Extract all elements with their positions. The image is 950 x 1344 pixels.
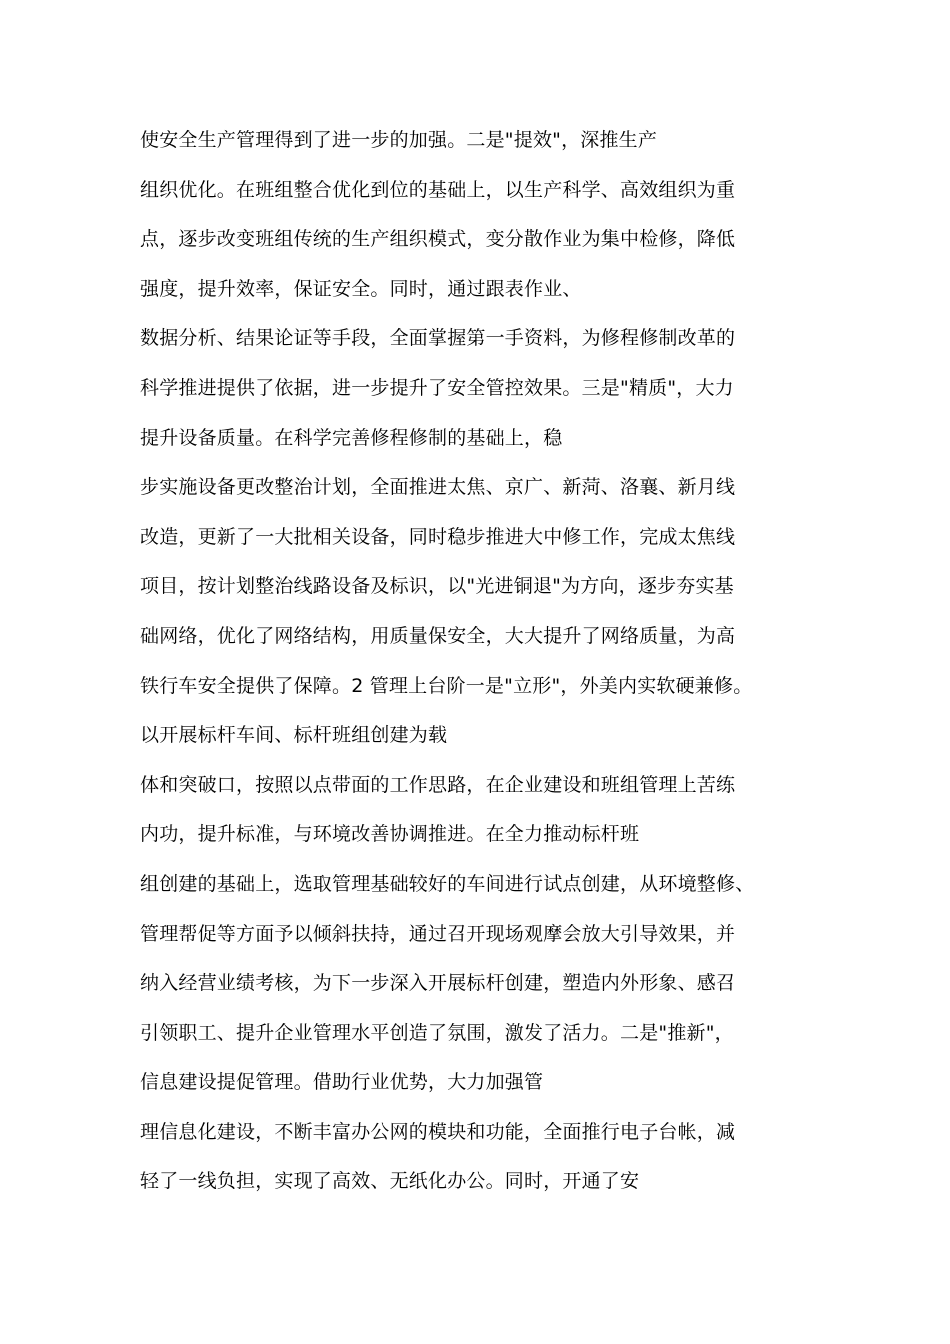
text-line: 强度，提升效率，保证安全。同时，通过跟表作业、 bbox=[140, 277, 582, 300]
text-line: 铁行车安全提供了保障。2 管理上台阶一是"立形"，外美内实软硬兼修。 bbox=[140, 674, 753, 697]
text-line: 使安全生产管理得到了进一步的加强。二是"提效"，深推生产 bbox=[140, 129, 658, 151]
text-line: 科学推进提供了依据，进一步提升了安全管控效果。三是"精质"，大力 bbox=[140, 376, 734, 399]
text-line: 点，逐步改变班组传统的生产组织模式，变分散作业为集中检修，降低 bbox=[140, 228, 736, 251]
text-line: 础网络，优化了网络结构，用质量保安全，大大提升了网络质量，为高 bbox=[140, 624, 736, 647]
text-line: 组创建的基础上，选取管理基础较好的车间进行试点创建，从环境整修、 bbox=[140, 872, 755, 895]
text-line: 信息建设提促管理。借助行业优势，大力加强管 bbox=[140, 1071, 544, 1094]
text-line: 数据分析、结果论证等手段，全面掌握第一手资料，为修程修制改革的 bbox=[140, 327, 736, 350]
body-text bbox=[140, 122, 830, 1213]
text-line: 轻了一线负担，实现了高效、无纸化办公。同时，开通了安 bbox=[140, 1170, 640, 1193]
text-line: 体和突破口，按照以点带面的工作思路，在企业建设和班组管理上苦练 bbox=[140, 773, 736, 796]
text-line: 提升设备质量。在科学完善修程修制的基础上，稳 bbox=[140, 426, 563, 449]
text-line: 管理帮促等方面予以倾斜扶持，通过召开现场观摩会放大引导效果，并 bbox=[140, 922, 736, 945]
text-line: 改造，更新了一大批相关设备，同时稳步推进大中修工作，完成太焦线 bbox=[140, 525, 736, 548]
text-line: 纳入经营业绩考核，为下一步深入开展标杆创建，塑造内外形象、感召 bbox=[140, 972, 736, 995]
text-line: 内功，提升标准，与环境改善协调推进。在全力推动标杆班 bbox=[140, 823, 640, 846]
text-line: 以开展标杆车间、标杆班组创建为载 bbox=[140, 724, 448, 747]
text-line: 步实施设备更改整治计划，全面推进太焦、京广、新菏、洛襄、新月线 bbox=[140, 476, 736, 499]
text-line: 项目，按计划整治线路设备及标识，以"光进铜退"为方向，逐步夯实基 bbox=[140, 575, 734, 598]
text-line: 引领职工、提升企业管理水平创造了氛围，激发了活力。二是"推新"， bbox=[140, 1021, 734, 1044]
text-line: 组织优化。在班组整合优化到位的基础上，以生产科学、高效组织为重 bbox=[140, 178, 736, 201]
text-line: 理信息化建设，不断丰富办公网的模块和功能，全面推行电子台帐，减 bbox=[140, 1120, 736, 1143]
